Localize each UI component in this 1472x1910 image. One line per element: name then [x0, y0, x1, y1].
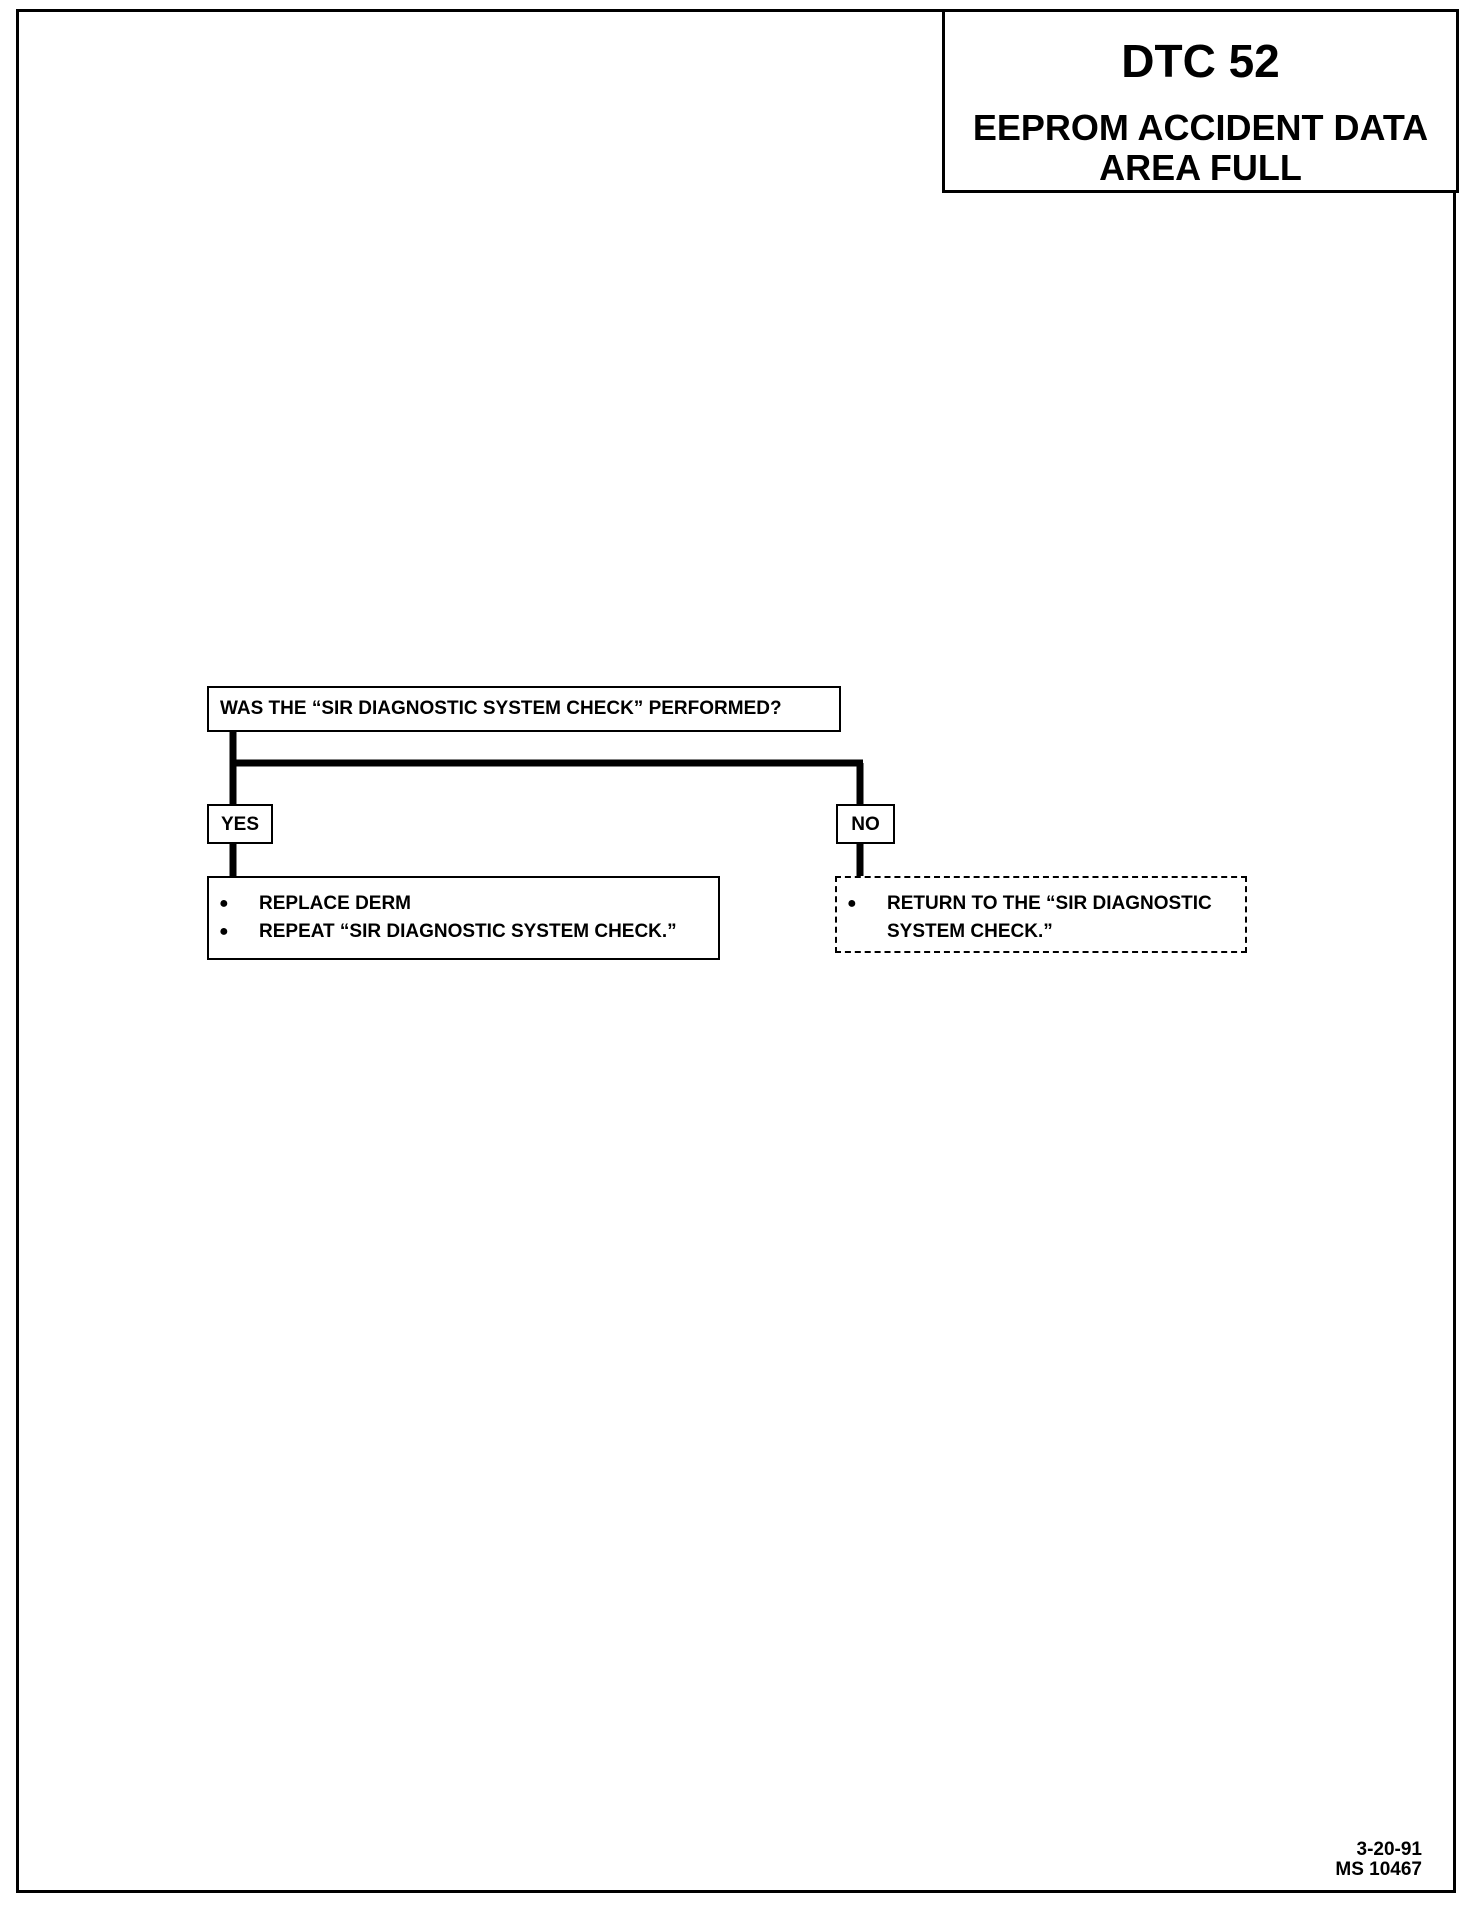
- dtc-description-line-2: AREA FULL: [1099, 147, 1302, 188]
- bullet-icon: ●: [219, 923, 229, 940]
- list-item: [847, 890, 1245, 918]
- dtc-description-line-1: EEPROM ACCIDENT DATA: [972, 107, 1429, 148]
- document-reference: [1335, 1840, 1422, 1880]
- bullet-icon: ●: [219, 895, 229, 912]
- list-item: [219, 918, 718, 946]
- question-box: WAS THE “SIR DIAGNOSTIC SYSTEM CHECK” PERFORMED?: [207, 686, 841, 732]
- dtc-code: DTC 52: [1121, 35, 1280, 87]
- action-replace-derm: REPLACE DERM: [259, 893, 412, 914]
- action-return-line-2: SYSTEM CHECK.”: [887, 921, 1053, 942]
- revision-date: 3-20-91: [1356, 1839, 1422, 1860]
- no-label: NO: [836, 804, 895, 844]
- document-number: MS 10467: [1335, 1859, 1422, 1880]
- bullet-icon: ●: [847, 895, 857, 912]
- action-repeat-check: REPEAT “SIR DIAGNOSTIC SYSTEM CHECK.”: [259, 921, 677, 942]
- action-return-line-1: RETURN TO THE “SIR DIAGNOSTIC: [887, 893, 1212, 914]
- yes-action-box: [207, 876, 720, 960]
- list-item: [219, 890, 718, 918]
- yes-label: YES: [207, 804, 273, 844]
- no-action-box: [835, 876, 1247, 953]
